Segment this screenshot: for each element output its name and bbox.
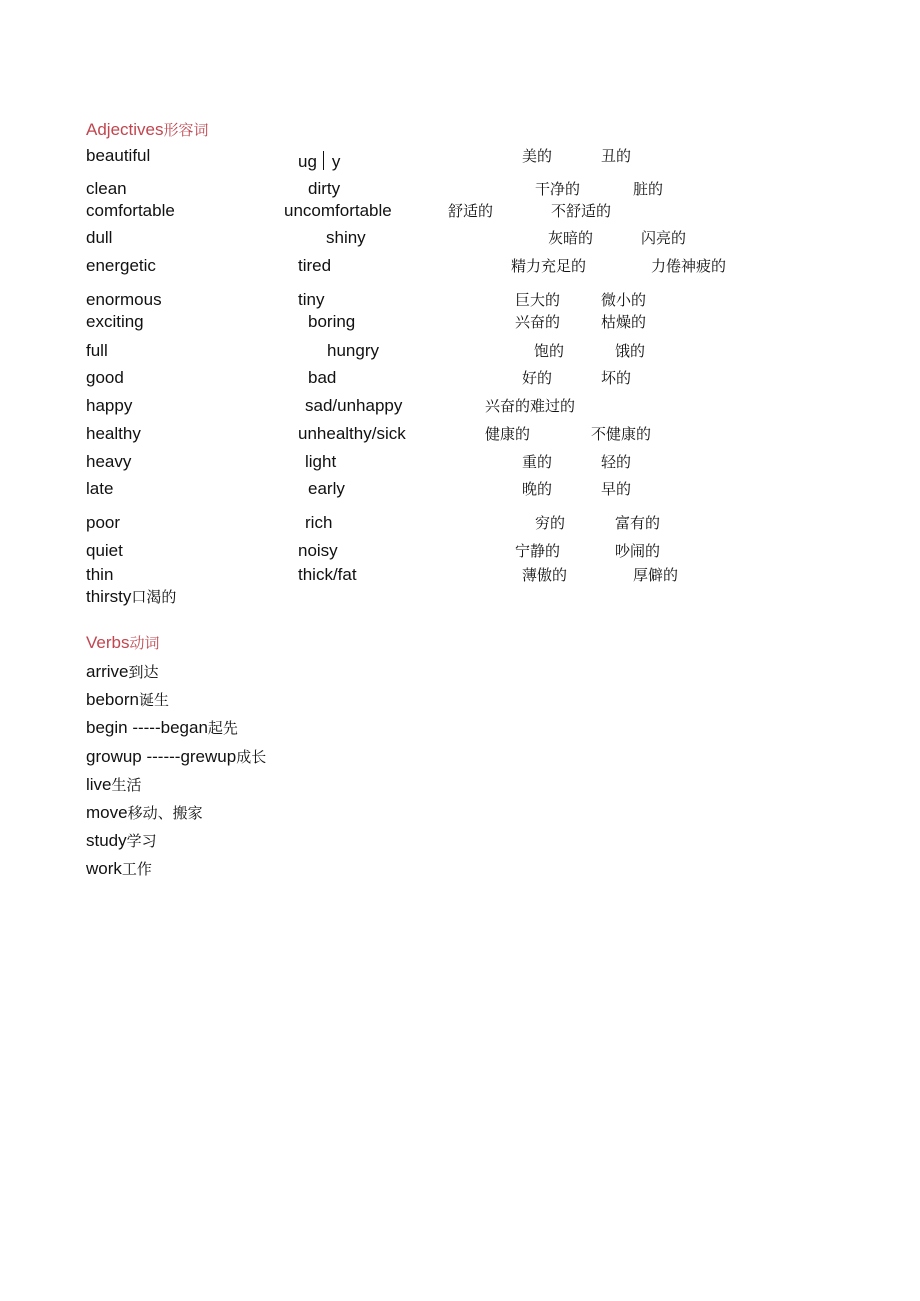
adjective-word: thirsty <box>86 587 132 606</box>
opposite-meaning: 力倦神疲的 <box>651 257 727 275</box>
opposite-word: tired <box>298 256 332 275</box>
verb-meaning: 工作 <box>121 860 152 878</box>
opposite-meaning: 饿的 <box>615 342 646 360</box>
verb-word: study <box>86 831 127 850</box>
opposite-meaning: 坏的 <box>601 369 632 387</box>
opposite-word: bad <box>308 368 337 387</box>
opposite-meaning: 不舒适的 <box>551 202 612 220</box>
adjective-meaning: 兴奋的难过的 <box>485 397 576 415</box>
opposite-meaning: 早的 <box>601 480 632 498</box>
adjective-word: quiet <box>86 541 123 560</box>
verb-meaning: 生活 <box>111 776 142 794</box>
verb-entry <box>86 775 142 795</box>
opposite-word: dirty <box>308 179 341 198</box>
adjective-word: clean <box>86 179 127 198</box>
opposite-meaning: 厚僻的 <box>633 566 679 584</box>
opposite-word: thick/fat <box>298 565 357 584</box>
opposite-word: shiny <box>326 228 366 247</box>
adjective-word: dull <box>86 228 113 247</box>
adjective-word: happy <box>86 396 133 415</box>
verb-entry <box>86 803 203 823</box>
verbs-heading <box>86 633 160 653</box>
adjective-meaning: 晚的 <box>522 480 553 498</box>
opposite-word: boring <box>308 312 356 331</box>
opposite-meaning: 闪亮的 <box>641 229 687 247</box>
verb-entry <box>86 859 152 879</box>
verb-word: begin -----began <box>86 718 208 737</box>
opposite-meaning: 轻的 <box>601 453 632 471</box>
adjective-word: good <box>86 368 124 387</box>
opposite-meaning: 丑的 <box>601 147 632 165</box>
opposite-word: rich <box>305 513 333 532</box>
verb-entry <box>86 662 159 682</box>
verb-word: move <box>86 803 128 822</box>
adjective-word: enormous <box>86 290 162 309</box>
adjective-meaning: 兴奋的 <box>515 313 561 331</box>
adjective-word: full <box>86 341 108 360</box>
opposite-word: noisy <box>298 541 338 560</box>
verb-word: arrive <box>86 662 129 681</box>
adjectives-heading-en: Adjectives <box>86 120 164 139</box>
adjective-word: poor <box>86 513 121 532</box>
verbs-heading-cn: 动词 <box>129 634 160 652</box>
verb-meaning: 成长 <box>236 748 267 766</box>
opposite-word: tiny <box>298 290 325 309</box>
opposite-word: uncomfortable <box>284 201 392 220</box>
verb-word: live <box>86 775 112 794</box>
adjective-meaning: 饱的 <box>534 342 565 360</box>
opposite-word-part: ug <box>298 152 317 171</box>
opposite-meaning: 微小的 <box>601 291 647 309</box>
opposite-meaning: 吵闹的 <box>615 542 661 560</box>
adjective-word: beautiful <box>86 146 151 165</box>
adjective-meaning: 口渴的 <box>131 588 177 606</box>
opposite-word: sad/unhappy <box>305 396 403 415</box>
adjective-word: comfortable <box>86 201 175 220</box>
adjective-meaning: 好的 <box>522 369 553 387</box>
verb-word: beborn <box>86 690 139 709</box>
vertical-bar-glyph <box>323 151 324 170</box>
verb-entry <box>86 718 238 738</box>
adjective-word: thin <box>86 565 114 584</box>
opposite-meaning: 脏的 <box>633 180 664 198</box>
verb-meaning: 移动、搬家 <box>127 804 203 822</box>
opposite-word: early <box>308 479 345 498</box>
adjective-meaning: 重的 <box>522 453 553 471</box>
verb-meaning: 起先 <box>207 719 238 737</box>
adjective-meaning: 巨大的 <box>515 291 561 309</box>
adjective-word: healthy <box>86 424 141 443</box>
adjective-meaning: 薄傲的 <box>522 566 568 584</box>
opposite-word: unhealthy/sick <box>298 424 406 443</box>
adjective-meaning: 干净的 <box>535 180 581 198</box>
verb-word: growup ------grewup <box>86 747 237 766</box>
verb-entry <box>86 831 157 851</box>
opposite-meaning: 富有的 <box>615 514 661 532</box>
adjective-meaning: 穷的 <box>535 514 566 532</box>
opposite-word: light <box>305 452 337 471</box>
opposite-meaning: 枯燥的 <box>601 313 647 331</box>
verb-meaning: 学习 <box>126 832 157 850</box>
adjective-meaning: 精力充足的 <box>511 257 587 275</box>
adjectives-heading-cn: 形容词 <box>163 121 209 139</box>
opposite-word-part: y <box>331 152 341 171</box>
opposite-word: hungry <box>327 341 379 360</box>
adjective-meaning: 美的 <box>522 147 553 165</box>
adjective-word: heavy <box>86 452 132 471</box>
adjective-meaning: 宁静的 <box>515 542 561 560</box>
verbs-heading-en: Verbs <box>86 633 130 652</box>
adjective-meaning: 舒适的 <box>448 202 494 220</box>
verb-word: work <box>86 859 122 878</box>
verb-meaning: 诞生 <box>138 691 169 709</box>
adjective-entry <box>86 587 176 607</box>
opposite-meaning: 不健康的 <box>591 425 652 443</box>
adjective-word: late <box>86 479 114 498</box>
verb-meaning: 到达 <box>128 663 159 681</box>
verb-entry <box>86 690 169 710</box>
verb-entry <box>86 747 266 767</box>
adjectives-heading <box>86 120 209 140</box>
adjective-word: exciting <box>86 312 144 331</box>
adjective-word: energetic <box>86 256 156 275</box>
opposite-word <box>298 151 340 172</box>
adjective-meaning: 灰暗的 <box>548 229 594 247</box>
adjective-meaning: 健康的 <box>485 425 531 443</box>
